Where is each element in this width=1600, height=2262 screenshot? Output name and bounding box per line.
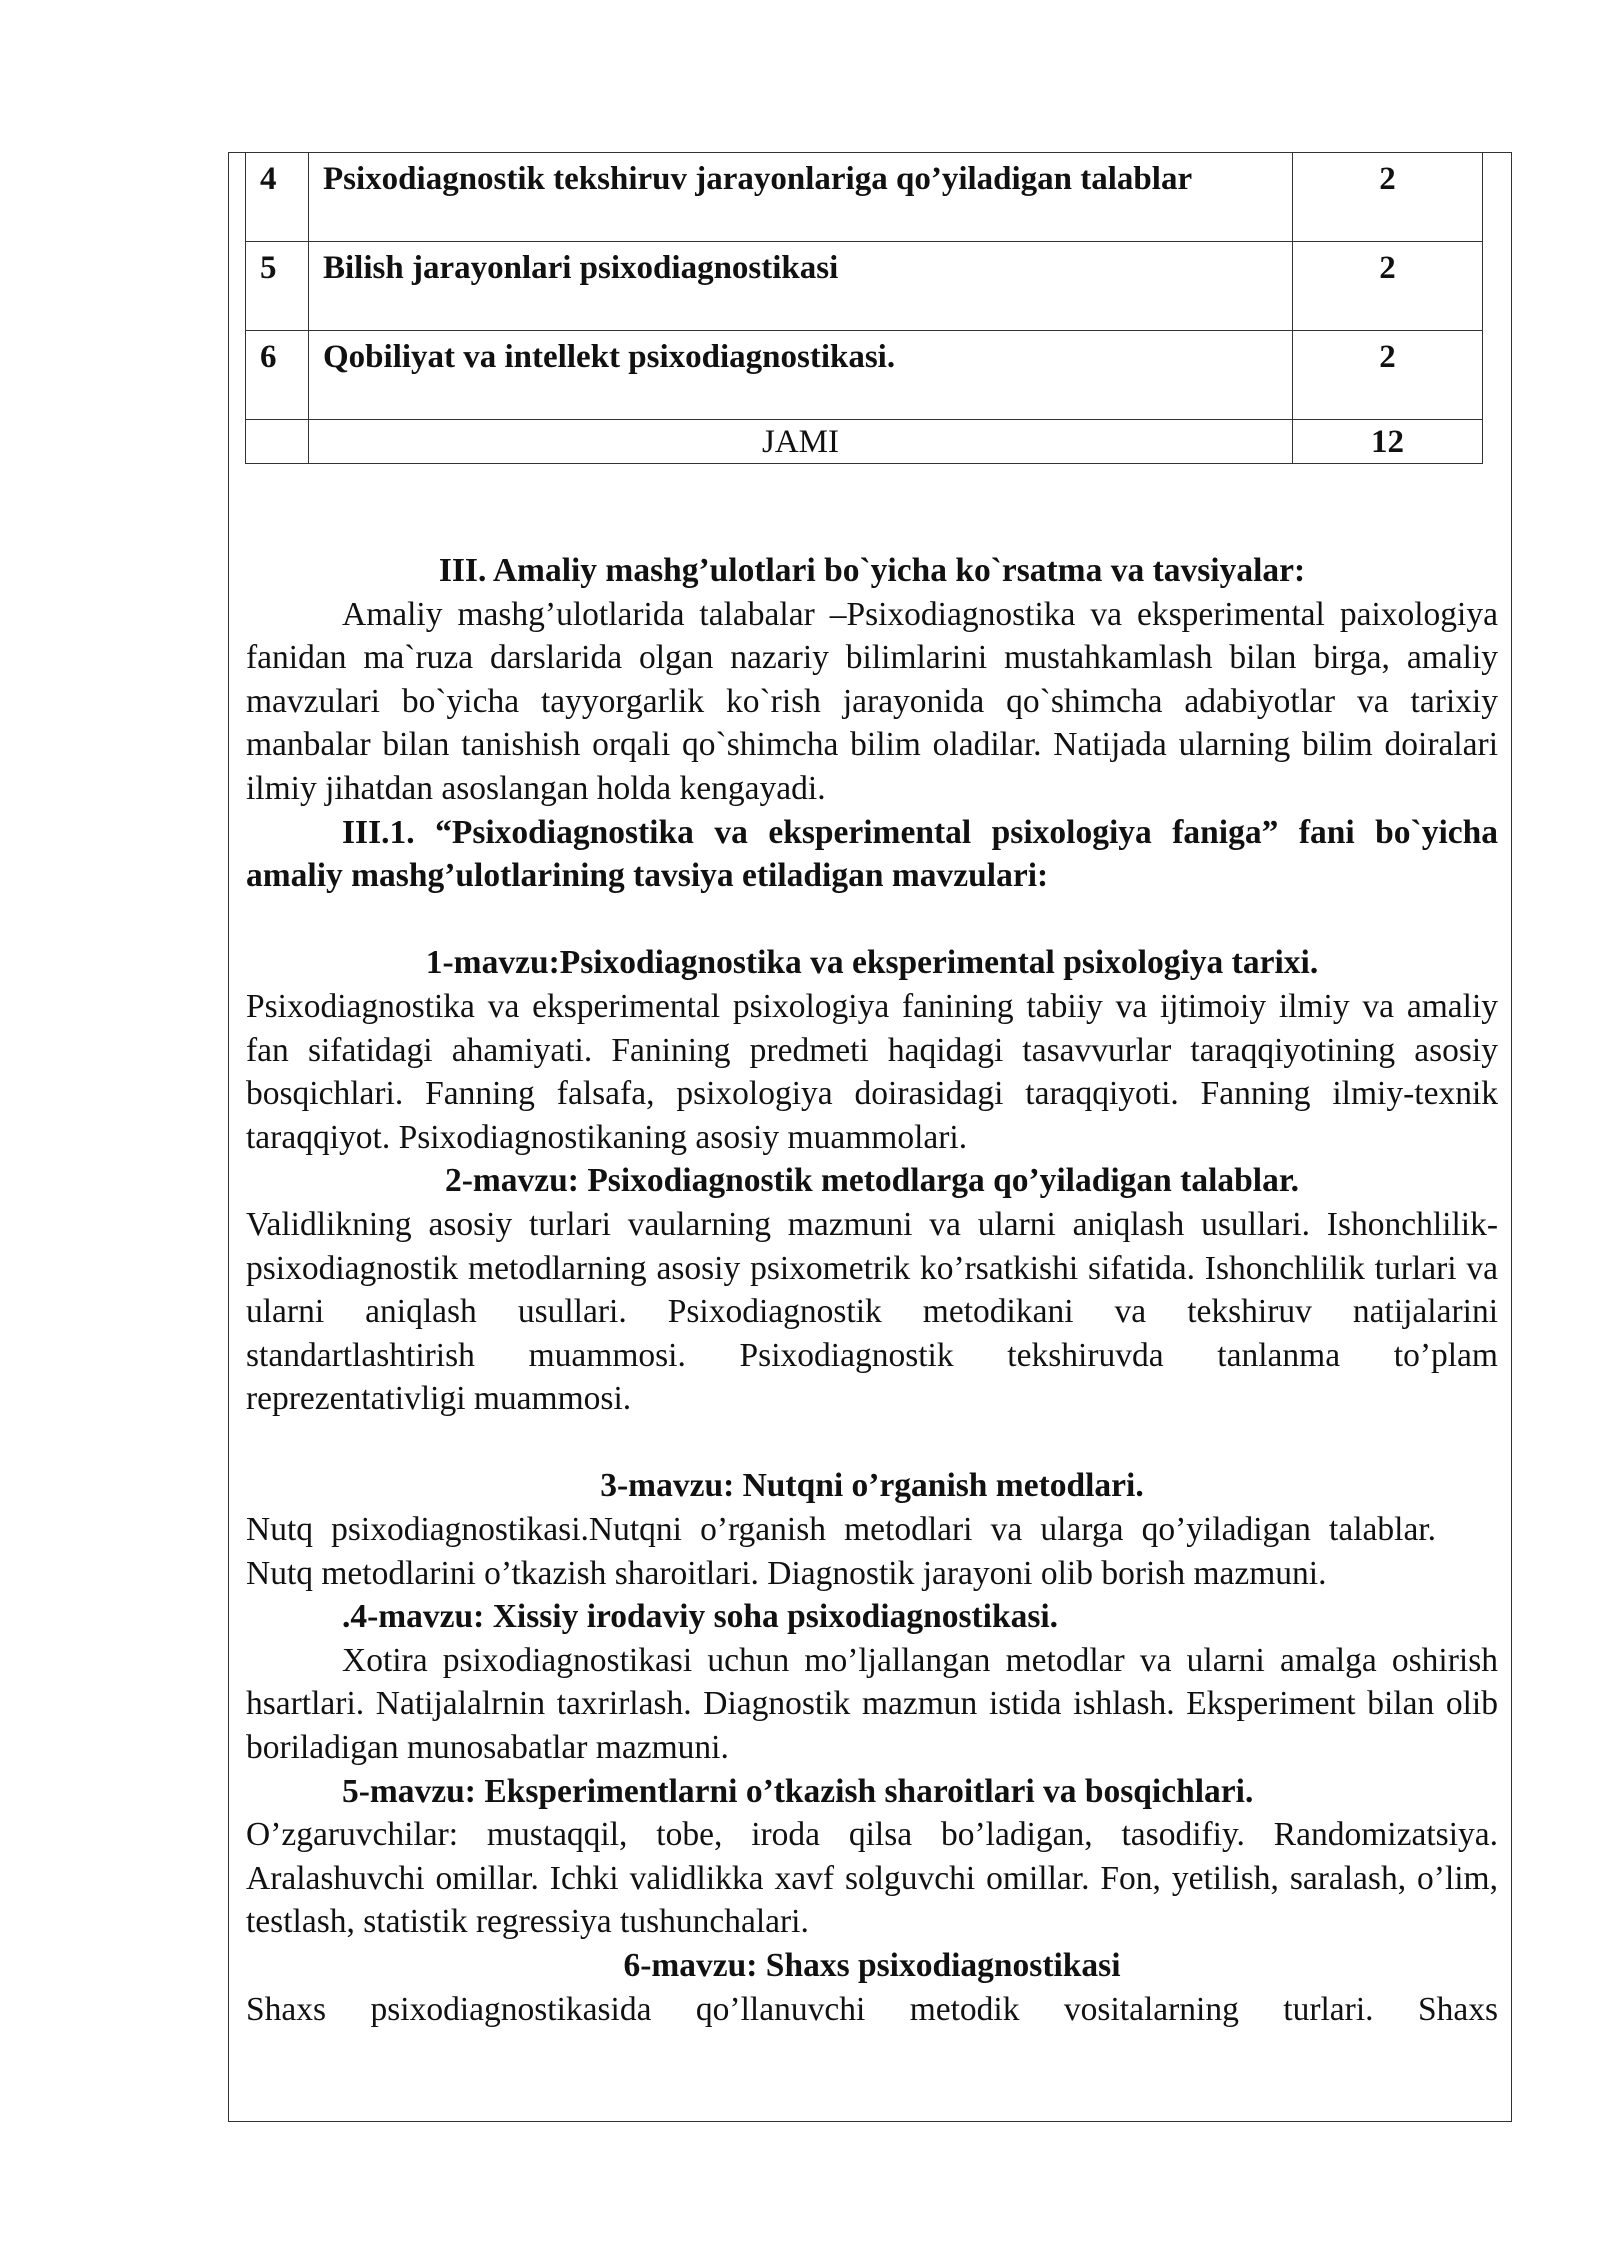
row-number: 5 (246, 242, 309, 331)
section-subheading: III.1. “Psixodiagnostika va eksperimental psixologiya faniga” fani bo`yicha amaliy mashg’ulotlarining tavsiya etiladigan mavzulari: (246, 813, 1498, 895)
topic-title: 5-mavzu: Eksperimentlarni o’tkazish sharoitlari va bosqichlari. (342, 1772, 1254, 1810)
total-hours: 12 (1293, 420, 1483, 464)
spacer (246, 1421, 1498, 1465)
topic-title: 1-mavzu:Psixodiagnostika va eksperimental psixologiya tarixi. (425, 944, 1319, 982)
table-row (246, 331, 1483, 420)
section-heading: III. Amaliy mashg’ulotlari bo`yicha ko`rsatma va tavsiyalar: (438, 552, 1306, 589)
table-row (246, 242, 1483, 331)
topic-title: 2-mavzu: Psixodiagnostik metodlarga qo’yiladigan talablar. (444, 1162, 1299, 1200)
row-number: 6 (246, 331, 309, 420)
section-intro: Amaliy mashg’ulotlarida talabalar –Psixodiagnostika va eksperimental paixologiya fanidan ma`ruza darslarida olgan nazariy bilimlarini mustahkamlash bilan birga, amaliy mavzulari bo`yicha tayyorgarlik ko`rish jarayonida qo`shimcha adabiyotlar va tarixiy manbalar bilan tanishish orqali qo`shimcha bilim oladilar. Natijada ularning bilim doiralari ilmiy jihatdan asoslangan holda kengayadi. (246, 595, 1498, 807)
row-title: Bilish jarayonlari psixodiagnostikasi (309, 242, 1293, 331)
document-body (246, 549, 1498, 2031)
table-row (246, 153, 1483, 242)
topic-title: 6-mavzu: Shaxs psixodiagnostikasi (623, 1947, 1121, 1984)
topic-title: 3-mavzu: Nutqni o’rganish metodlari. (600, 1467, 1144, 1505)
row-hours: 2 (1293, 331, 1483, 420)
topic-body: Nutq psixodiagnostikasi.Nutqni o’rganish metodlari va ularga qo’yiladigan talablar. Nutq metodlarini o’tkazish sharoitlari. Diagnostik jarayoni olib borish mazmuni. (246, 1511, 1436, 1592)
topics-hours-table (245, 152, 1483, 464)
total-label: JAMI (309, 420, 1293, 464)
topic-body: Shaxs psixodiagnostikasida qo’llanuvchi metodik vositalarning turlari. Shaxs (246, 1990, 1498, 2028)
row-number: 4 (246, 153, 309, 242)
row-title: Psixodiagnostik tekshiruv jarayonlariga qo’yiladigan talablar (309, 153, 1293, 242)
table-total-row (246, 420, 1483, 464)
row-hours: 2 (1293, 242, 1483, 331)
total-empty-cell (246, 420, 309, 464)
row-title: Qobiliyat va intellekt psixodiagnostikasi. (309, 331, 1293, 420)
spacer (246, 898, 1498, 942)
topic-body: Xotira psixodiagnostikasi uchun mo’ljallangan metodlar va ularni amalga oshirish hsartlari. Natijalalrnin taxrirlash. Diagnostik mazmun istida ishlash. Eksperiment bilan olib boriladigan munosabatlar mazmuni. (246, 1641, 1498, 1767)
topic-body: O’zgaruvchilar: mustaqqil, tobe, iroda qilsa bo’ladigan, tasodifiy. Randomizatsiya. Aralashuvchi omillar. Ichki validlikka xavf solguvchi omillar. Fon, yetilish, saralash, o’lim, testlash, statistik regressiya tushunchalari. (246, 1816, 1498, 1941)
topic-title: .4-mavzu: Xissiy irodaviy soha psixodiagnostikasi. (342, 1598, 1059, 1636)
topic-body: Validlikning asosiy turlari vaularning mazmuni va ularni aniqlash usullari. Ishonchlilik-psixodiagnostik metodlarning asosiy psixometrik ko’rsatkishi sifatida. Ishonchlilik turlari va ularni aniqlash usullari. Psixodiagnostik metodikani va tekshiruv natijalarini standartlashtirish muammosi. Psixodiagnostik tekshiruvda tanlanma to’plam reprezentativligi muammosi. (246, 1205, 1498, 1418)
row-hours: 2 (1293, 153, 1483, 242)
topic-body: Psixodiagnostika va eksperimental psixologiya fanining tabiiy va ijtimoiy ilmiy va amaliy fan sifatidagi ahamiyati. Fanining predmeti haqidagi tasavvurlar taraqqiyotining asosiy bosqichlari. Fanning falsafa, psixologiya doirasidagi taraqqiyoti. Fanning ilmiy-texnik taraqqiyot. Psixodiagnostikaning asosiy muammolari. (246, 987, 1498, 1156)
